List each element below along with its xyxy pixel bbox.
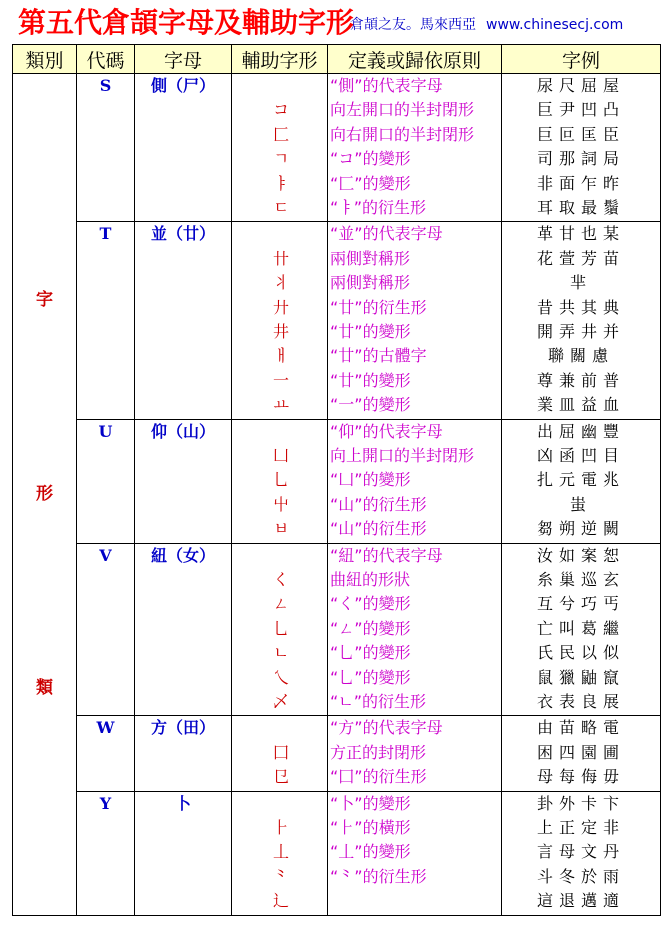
aux-cell-line: く bbox=[272, 569, 289, 589]
aux-cell-line bbox=[232, 222, 327, 246]
aux-cell-line: ㅐ bbox=[273, 346, 289, 366]
letter-cell-line: 紐（女） bbox=[150, 545, 215, 565]
aux-cell-line: ⺊ bbox=[272, 817, 289, 837]
aux-cell-line: ㅂ bbox=[273, 519, 289, 539]
aux-cell-line: 屮 bbox=[272, 494, 289, 514]
definition-cell-line: “卜”的變形 bbox=[330, 793, 411, 813]
aux-cell-line: 井 bbox=[272, 321, 289, 341]
code-cell bbox=[77, 74, 135, 222]
aux-cell-line bbox=[232, 420, 327, 444]
aux-cell-line: 丬 bbox=[272, 273, 289, 293]
definition-cell-line: “側”的代表字母 bbox=[330, 76, 443, 95]
examples-cell-line: 衣表良展 bbox=[536, 691, 625, 711]
column-header-category: 類別 bbox=[13, 45, 77, 74]
page-header bbox=[10, 4, 660, 42]
examples-cell-line: 由苗略電 bbox=[536, 718, 625, 738]
letter-cell-line: 側（尸） bbox=[150, 76, 215, 95]
definition-cell bbox=[328, 74, 502, 222]
aux-cell-line bbox=[232, 716, 327, 740]
examples-cell-line: 凶函凹目 bbox=[536, 445, 625, 465]
aux-cell-line bbox=[232, 544, 327, 568]
definition-cell-line: 兩側對稱形 bbox=[330, 273, 411, 293]
author-label: 倉頡之友。馬來西亞 bbox=[350, 17, 476, 33]
column-header-aux: 輔助字形 bbox=[232, 45, 328, 74]
definition-cell-line: “丄”的變形 bbox=[330, 842, 411, 862]
category-char: 形 bbox=[36, 484, 53, 505]
code-cell bbox=[77, 791, 135, 915]
examples-cell-line: 困四園圃 bbox=[536, 742, 625, 762]
examples-cell-line: 言母文丹 bbox=[536, 842, 625, 862]
definition-cell-line: “紐”的代表字母 bbox=[330, 545, 443, 565]
table-row bbox=[13, 222, 661, 419]
definition-cell bbox=[328, 543, 502, 716]
examples-cell-line: 互兮巧丐 bbox=[536, 594, 625, 614]
aux-cell-line: 辶 bbox=[272, 891, 289, 911]
aux-cell-line bbox=[232, 74, 327, 98]
credit-line bbox=[350, 14, 623, 34]
aux-cell-line: ⺀ bbox=[272, 866, 289, 886]
table-row bbox=[13, 716, 661, 791]
aux-cell-line: 匚 bbox=[272, 124, 289, 144]
definition-cell-line: 向左開口的半封閉形 bbox=[330, 100, 475, 120]
examples-cell-line: 開弄井并 bbox=[536, 321, 625, 341]
code-cell bbox=[77, 222, 135, 419]
code-cell-line: T bbox=[99, 224, 112, 244]
letter-cell-line: 並（廿） bbox=[150, 224, 215, 244]
examples-cell-line: 業皿益血 bbox=[536, 395, 625, 415]
definition-cell bbox=[328, 419, 502, 543]
aux-cell bbox=[232, 543, 328, 716]
definition-cell-line: “乚”的變形 bbox=[330, 667, 411, 687]
definition-cell-line: “廿”的古體字 bbox=[330, 346, 427, 366]
letter-cell-line: 方（田） bbox=[150, 718, 215, 738]
definition-cell-line: “⺀”的衍生形 bbox=[330, 866, 427, 886]
aux-cell-line: ㄴ bbox=[273, 643, 289, 663]
aux-cell bbox=[232, 716, 328, 791]
definition-cell-line: “く”的變形 bbox=[330, 594, 411, 614]
definition-cell-line: “並”的代表字母 bbox=[330, 224, 443, 244]
letter-cell bbox=[135, 419, 232, 543]
examples-cell bbox=[502, 791, 661, 915]
code-cell-line: V bbox=[99, 545, 112, 565]
aux-cell-line: 一 bbox=[272, 370, 289, 390]
examples-cell-line: 斗冬於雨 bbox=[536, 866, 625, 886]
aux-cell-line: 乄 bbox=[272, 691, 289, 711]
examples-cell-line: 汝如案恕 bbox=[536, 545, 625, 565]
category-char: 字 bbox=[36, 290, 53, 311]
examples-cell-line: 革甘也某 bbox=[536, 224, 625, 244]
aux-cell bbox=[232, 222, 328, 419]
code-cell-line: U bbox=[98, 421, 113, 441]
column-header-code: 代碼 bbox=[77, 45, 135, 74]
examples-cell-line: 昔共其典 bbox=[536, 297, 625, 317]
definition-cell-line: 向上開口的半封閉形 bbox=[330, 445, 475, 465]
examples-cell-line: 巨叵匡臣 bbox=[536, 124, 625, 144]
table-row bbox=[13, 419, 661, 543]
code-cell bbox=[77, 419, 135, 543]
aux-cell-line: 卄 bbox=[272, 248, 289, 268]
examples-cell-line: 耳取最鬚 bbox=[536, 197, 625, 217]
examples-cell-line: 扎元電兆 bbox=[536, 470, 625, 490]
definition-cell-line: “廿”的變形 bbox=[330, 321, 411, 341]
definition-cell-line: “囗”的衍生形 bbox=[330, 767, 427, 787]
definition-cell-line: 曲紐的形狀 bbox=[330, 569, 411, 589]
category-cell bbox=[13, 74, 77, 916]
aux-cell-line: 廾 bbox=[272, 297, 289, 317]
column-header-letter: 字母 bbox=[135, 45, 232, 74]
aux-cell bbox=[232, 419, 328, 543]
aux-cell-line: ㄥ bbox=[272, 594, 289, 614]
definition-cell-line: “一”的變形 bbox=[330, 395, 411, 415]
definition-cell-line: “仰”的代表字母 bbox=[330, 421, 443, 441]
aux-cell bbox=[232, 74, 328, 222]
definition-cell-line: “廿”的衍生形 bbox=[330, 297, 427, 317]
column-header-definition: 定義或歸依原則 bbox=[328, 45, 502, 74]
aux-cell-line: 乚 bbox=[272, 470, 289, 490]
site-link[interactable]: www.chinesecj.com bbox=[486, 17, 624, 33]
code-cell-line: W bbox=[96, 718, 115, 738]
page-title: 第五代倉頡字母及輔助字形 bbox=[18, 6, 355, 39]
examples-cell-line: 鼠獵鼬竄 bbox=[536, 667, 625, 687]
definition-cell-line: “匚”的變形 bbox=[330, 173, 411, 193]
definition-cell-line: “乚”的變形 bbox=[330, 643, 411, 663]
examples-cell-line: 亡叫葛繼 bbox=[536, 618, 625, 638]
definition-cell-line: 兩側對稱形 bbox=[330, 248, 411, 268]
table-row bbox=[13, 791, 661, 915]
letter-cell-line: 卜 bbox=[174, 793, 191, 813]
category-char: 類 bbox=[36, 678, 53, 699]
examples-cell-line: 司那詞局 bbox=[536, 149, 625, 169]
aux-cell-line: ㄷ bbox=[273, 197, 289, 217]
letter-cell bbox=[135, 791, 232, 915]
code-cell-line: S bbox=[99, 76, 112, 95]
definition-cell-line: “ㄥ”的變形 bbox=[330, 618, 411, 638]
examples-cell-line: 出屈幽豐 bbox=[536, 421, 625, 441]
letter-cell bbox=[135, 74, 232, 222]
examples-cell-line: 聯關慮 bbox=[547, 346, 614, 366]
definition-cell bbox=[328, 716, 502, 791]
table-row bbox=[13, 543, 661, 716]
table-row bbox=[13, 74, 661, 222]
examples-cell-line: 非面乍昨 bbox=[536, 173, 625, 193]
aux-cell-line: ㅛ bbox=[273, 395, 289, 415]
aux-cell-line: 囗 bbox=[272, 742, 289, 762]
aux-cell-line: コ bbox=[272, 100, 289, 120]
definition-cell-line: 向右開口的半封閉形 bbox=[330, 124, 475, 144]
definition-cell-line: “凵”的變形 bbox=[330, 470, 411, 490]
aux-cell-line bbox=[232, 792, 327, 816]
aux-cell-line: 㔾 bbox=[272, 767, 289, 787]
examples-cell-line: 這退邁適 bbox=[536, 891, 625, 911]
definition-cell-line: “廿”的變形 bbox=[330, 370, 411, 390]
definition-cell-line: “ㄴ”的衍生形 bbox=[330, 691, 427, 711]
aux-cell-line: 丄 bbox=[272, 842, 289, 862]
radicals-table bbox=[12, 44, 661, 916]
code-cell-line: Y bbox=[99, 793, 112, 813]
aux-cell-line: ㄱ bbox=[273, 149, 289, 169]
definition-cell-line: 方正的封閉形 bbox=[330, 742, 427, 762]
examples-cell-line: 氏民以似 bbox=[536, 643, 625, 663]
examples-cell bbox=[502, 74, 661, 222]
examples-cell-line: 尿尺屈屋 bbox=[536, 76, 625, 95]
aux-cell-line: 凵 bbox=[272, 445, 289, 465]
definition-cell-line: “⺊”的橫形 bbox=[330, 817, 411, 837]
aux-cell-line: 乚 bbox=[272, 618, 289, 638]
table-header-row bbox=[13, 45, 661, 74]
aux-cell bbox=[232, 791, 328, 915]
letter-cell bbox=[135, 716, 232, 791]
examples-cell-line: 蚩 bbox=[569, 494, 592, 514]
aux-cell-line: 乀 bbox=[272, 667, 289, 687]
definition-cell bbox=[328, 222, 502, 419]
aux-cell-line: ㅑ bbox=[273, 173, 289, 193]
letter-cell bbox=[135, 543, 232, 716]
examples-cell-line: 花萱芳苗 bbox=[536, 248, 625, 268]
definition-cell-line: “山”的衍生形 bbox=[330, 519, 427, 539]
letter-cell bbox=[135, 222, 232, 419]
letter-cell-line: 仰（山） bbox=[150, 421, 215, 441]
column-header-examples: 字例 bbox=[502, 45, 661, 74]
examples-cell-line: 上正定非 bbox=[536, 817, 625, 837]
examples-cell-line: 芻朔逆闕 bbox=[536, 519, 625, 539]
definition-cell-line: “ㅑ”的衍生形 bbox=[330, 197, 427, 217]
definition-cell-line: “方”的代表字母 bbox=[330, 718, 443, 738]
examples-cell-line: 巨尹凹凸 bbox=[536, 100, 625, 120]
definition-cell-line: “山”的衍生形 bbox=[330, 494, 427, 514]
examples-cell-line: 母每侮毋 bbox=[536, 767, 625, 787]
examples-cell-line: 尊兼前普 bbox=[536, 370, 625, 390]
definition-cell-line: “コ”的變形 bbox=[330, 149, 411, 169]
examples-cell-line: 卦外卡卞 bbox=[536, 793, 625, 813]
definition-cell bbox=[328, 791, 502, 915]
examples-cell bbox=[502, 543, 661, 716]
examples-cell-line: 糸巢巡玄 bbox=[536, 569, 625, 589]
code-cell bbox=[77, 543, 135, 716]
examples-cell bbox=[502, 419, 661, 543]
examples-cell bbox=[502, 222, 661, 419]
definition-cell-line bbox=[328, 889, 501, 913]
examples-cell bbox=[502, 716, 661, 791]
code-cell bbox=[77, 716, 135, 791]
examples-cell-line: 芈 bbox=[569, 273, 592, 293]
